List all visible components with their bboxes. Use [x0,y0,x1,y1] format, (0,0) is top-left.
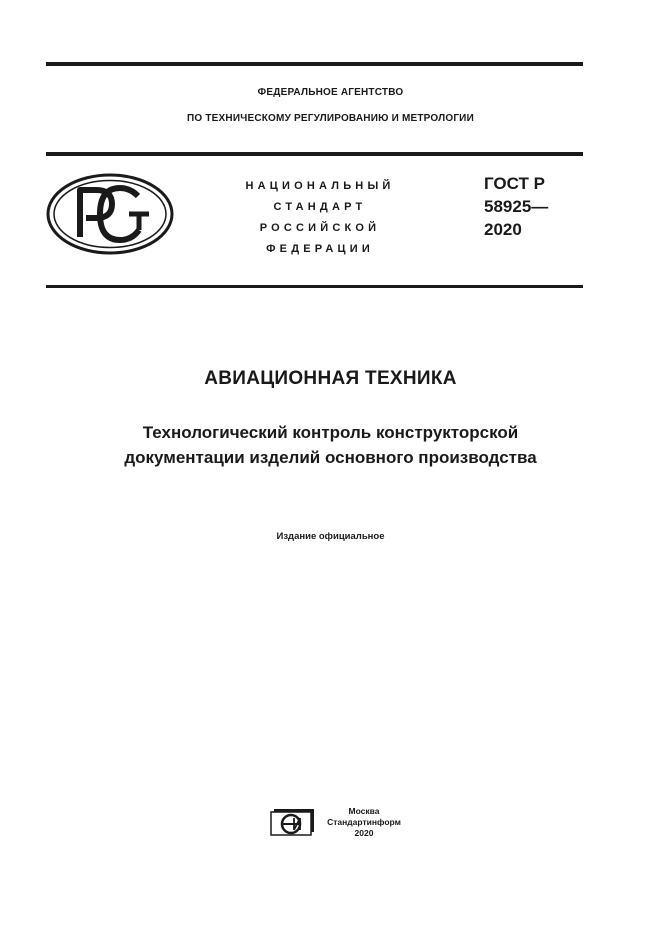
publisher-year: 2020 [354,828,374,838]
rst-gost-logo-icon [46,173,174,255]
gost-line: 2020 [484,220,522,239]
publisher-name: Стандартинформ [327,817,401,827]
gost-line: 58925— [484,197,549,216]
block-rule [46,285,583,288]
agency-line-2: ПО ТЕХНИЧЕСКОМУ РЕГУЛИРОВАНИЮ И МЕТРОЛОГИИ [187,113,474,124]
header-rule [46,152,583,156]
gost-line: ГОСТ Р [484,174,545,193]
national-line: СТАНДАРТ [273,201,367,213]
national-standard-label [200,176,440,260]
subtitle-line-1: Технологический контроль конструкторской [142,423,519,442]
gost-number [484,172,548,241]
document-subtitle [0,420,661,470]
publisher-info [316,806,412,839]
national-line: ФЕДЕРАЦИИ [266,243,374,255]
subtitle-line-2: документации изделий основного производства [124,448,537,467]
national-line: РОССИЙСКОЙ [259,222,381,234]
top-rule [46,62,583,66]
agency-line-1: ФЕДЕРАЛЬНОЕ АГЕНТСТВО [257,87,404,98]
publisher-city: Москва [348,806,380,816]
standartinform-logo-icon [270,808,314,836]
edition-label: Издание официальное [276,531,385,542]
national-line: НАЦИОНАЛЬНЫЙ [245,180,395,192]
document-title: АВИАЦИОННАЯ ТЕХНИКА [204,368,457,389]
